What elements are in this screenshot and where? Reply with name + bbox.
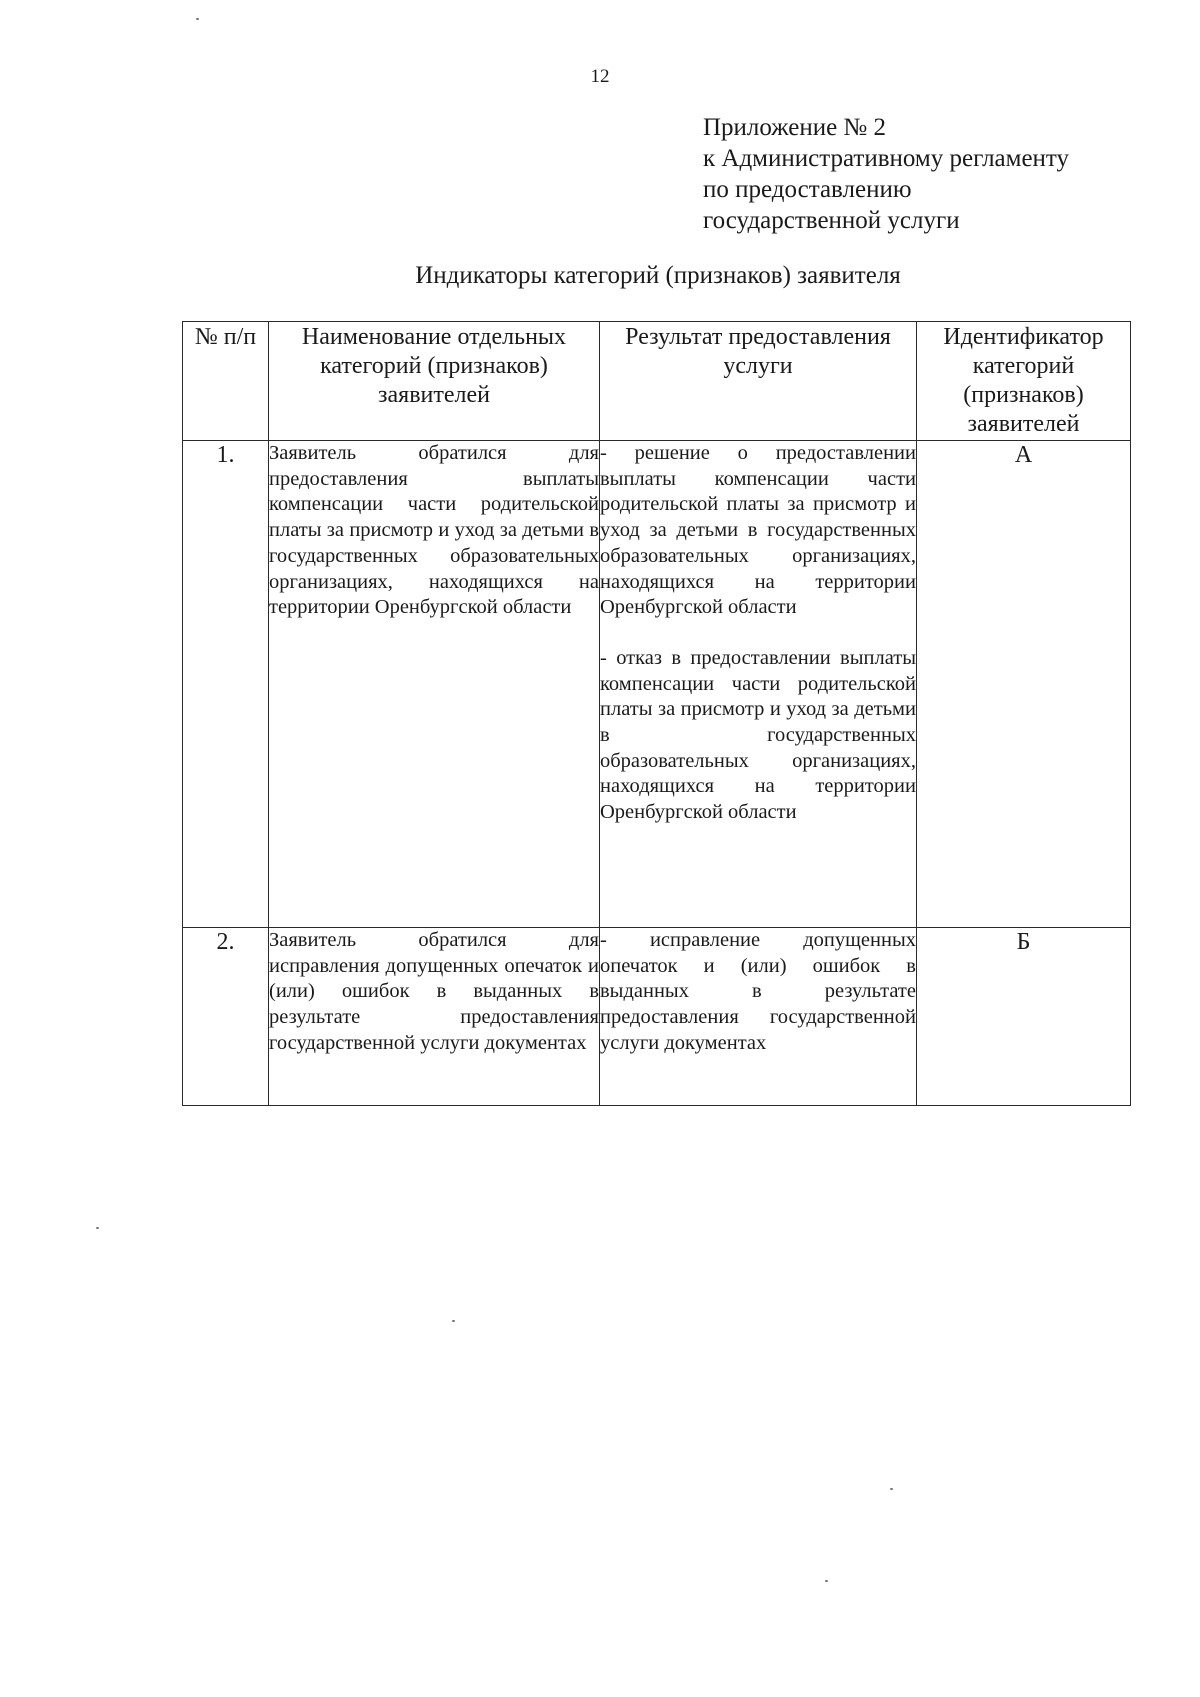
- scan-speck: [96, 1227, 99, 1229]
- row-identifier: Б: [917, 928, 1131, 1106]
- result-text: - решение о предоставлении выплаты компенсации части родительской платы за присмотр и уход за детьми в государственных образовательных организациях, находящихся на территории Оренбургской области: [600, 442, 916, 619]
- row-identifier: А: [917, 441, 1131, 928]
- row-result: [600, 928, 917, 1106]
- category-text: Заявитель обратился для исправления допущенных опечаток и (или) ошибок в выданных в результате предоставления государственной услуги документах: [269, 929, 599, 1054]
- document-title: Индикаторы категорий (признаков) заявителя: [415, 262, 901, 289]
- appendix-line: по предоставлению: [703, 176, 912, 203]
- row-category: [269, 928, 600, 1106]
- scan-speck: [452, 1320, 455, 1322]
- result-text: - отказ в предоставлении выплаты компенсации части родительской платы за присмотр и уход за детьми в государственных образовательных организациях, находящихся на территории Оренбургской области: [600, 646, 916, 824]
- table-row: [183, 928, 1131, 1106]
- scan-speck: [825, 1580, 828, 1582]
- row-category: [269, 441, 600, 928]
- table-header-row: [183, 322, 1131, 441]
- page-number: 12: [590, 66, 610, 87]
- appendix-line: Приложение № 2: [703, 114, 887, 141]
- row-number: 1.: [183, 441, 269, 928]
- header-number: № п/п: [183, 322, 269, 441]
- appendix-line: к Административному регламенту: [703, 145, 1070, 172]
- scan-speck: [196, 18, 199, 20]
- result-text: - исправление допущенных опечаток и (или) ошибок в выданных в результате предоставления государственной услуги документах: [600, 929, 916, 1054]
- row-result: [600, 441, 917, 928]
- indicators-table: [182, 321, 1131, 1106]
- category-text: Заявитель обратился для предоставления выплаты компенсации части родительской платы за присмотр и уход за детьми в государственных образовательных организациях, находящихся на территории Оренбургской области: [269, 442, 599, 619]
- header-result: Результат предоставления услуги: [600, 322, 917, 441]
- row-number: 2.: [183, 928, 269, 1106]
- scan-speck: [890, 1488, 893, 1490]
- appendix-heading: [703, 112, 1069, 236]
- table-row: [183, 441, 1131, 928]
- header-identifier: Идентификатор категорий (признаков) заявителей: [917, 322, 1131, 441]
- appendix-line: государственной услуги: [703, 207, 960, 234]
- header-category: Наименование отдельных категорий (признаков) заявителей: [269, 322, 600, 441]
